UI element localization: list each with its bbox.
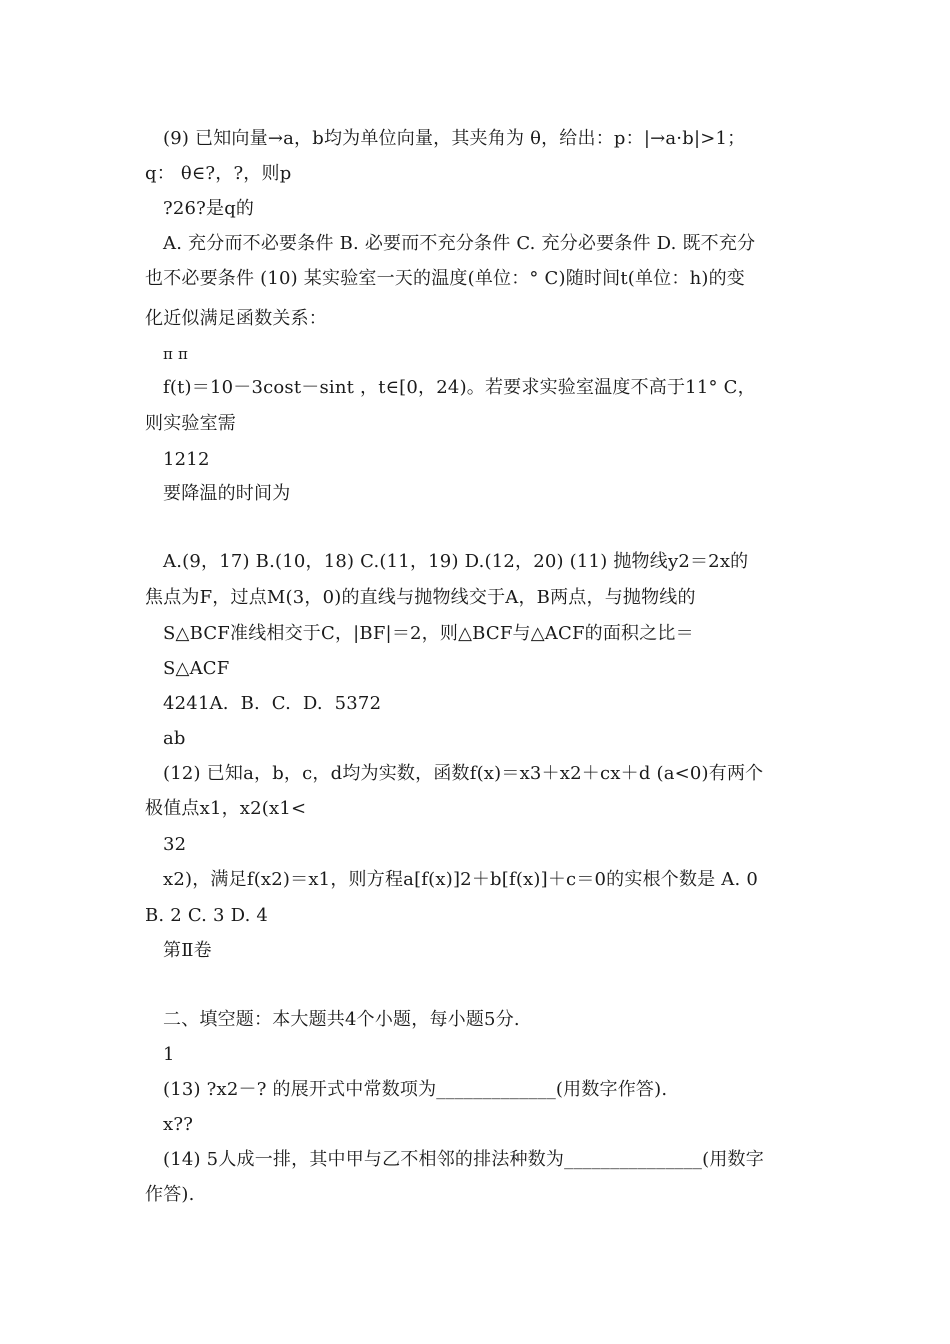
question-11-line-1: 焦点为F，过点M(3，0)的直线与抛物线交于A，B两点，与抛物线的	[145, 587, 696, 608]
question-12-line-3: 32	[163, 834, 187, 855]
question-9-line-2: q： θ∈?，?，则p	[145, 163, 292, 184]
question-9-options: A. 充分而不必要条件 B. 必要而不充分条件 C. 充分必要条件 D. 既不充分	[163, 233, 756, 254]
question-10-line-2: 化近似满足函数关系：	[145, 308, 327, 329]
question-13-line-3: x??	[163, 1114, 194, 1135]
section-title-volume-2: 第Ⅱ卷	[163, 940, 212, 961]
question-11-line-3: S△ACF	[163, 658, 230, 679]
question-11-options: 4241A. B. C. D. 5372	[163, 693, 382, 714]
question-10-line-4: 则实验室需	[145, 413, 236, 434]
question-14-line-1: (14) 5人成一排，其中甲与乙不相邻的排法种数为_______________(用数字	[163, 1149, 764, 1170]
question-10-pi-line: π π	[163, 345, 189, 363]
question-13-line-1: 1	[163, 1044, 175, 1065]
question-12-line-4: x2)，满足f(x2)＝x1，则方程a[f(x)]2＋b[f(x)]＋c＝0的实根个数是 A. 0	[163, 869, 759, 890]
question-10-line-5: 要降温的时间为	[163, 483, 291, 504]
question-13-line-2: (13) ?x2－? 的展开式中常数项为_____________(用数字作答).	[163, 1079, 668, 1100]
question-9-line-1: (9) 已知向量→a，b均为单位向量，其夹角为 θ，给出：p：|→a·b|>1；	[163, 128, 746, 149]
question-11-line-5: ab	[163, 728, 186, 749]
question-9-line-3: ?26?是q的	[163, 198, 255, 219]
question-12-options: B. 2 C. 3 D. 4	[145, 905, 269, 926]
question-10-line-1: 也不必要条件 (10) 某实验室一天的温度(单位：° C)随时间t(单位：h)的变	[145, 268, 745, 289]
question-10-options: A.(9，17) B.(10，18) C.(11，19) D.(12，20) (11) 抛物线y2＝2x的	[163, 551, 749, 572]
question-12-line-1: (12) 已知a，b，c，d均为实数，函数f(x)＝x3＋x2＋cx＋d (a<0)有两个	[163, 763, 764, 784]
question-12-line-2: 极值点x1，x2(x1<	[145, 798, 307, 819]
question-14-line-2: 作答).	[145, 1184, 195, 1205]
question-10-formula: f(t)＝10－3cost－sint ，t∈[0，24)。若要求实验室温度不高于11° C，	[163, 377, 756, 398]
question-10-denominators: 1212	[163, 449, 210, 470]
section-heading-fill-in: 二、填空题：本大题共4个小题，每小题5分.	[163, 1009, 520, 1030]
question-11-line-2: S△BCF准线相交于C，|BF|＝2，则△BCF与△ACF的面积之比＝	[163, 623, 694, 644]
